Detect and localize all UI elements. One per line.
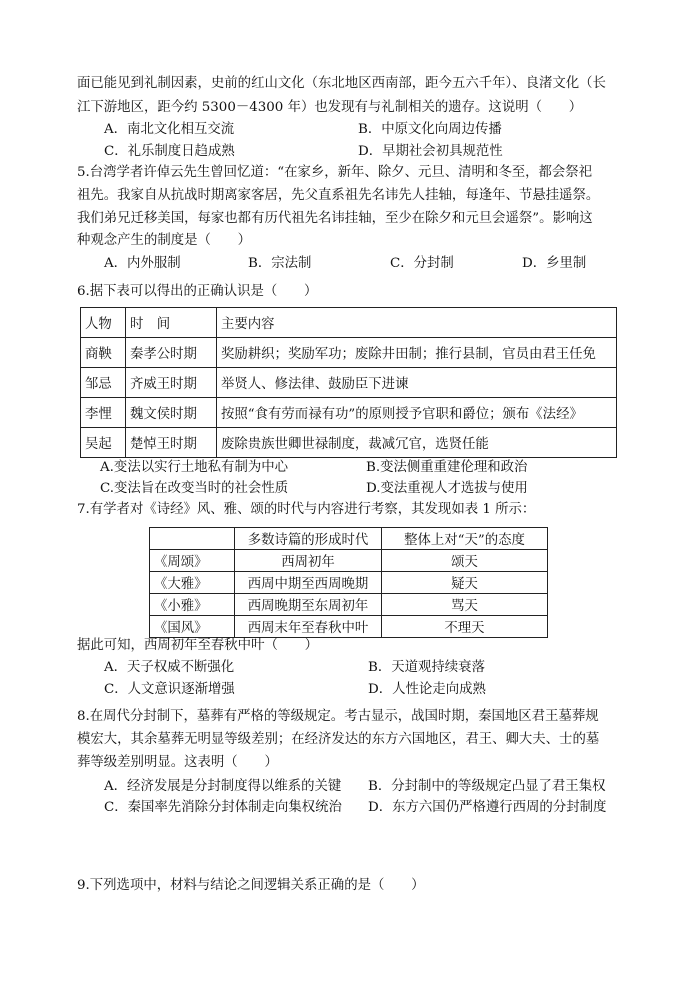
q8-text-line3: 葬等级差别明显。这表明（ ） [77, 755, 278, 770]
table-cell: 《小雅》 [150, 594, 235, 616]
table-cell: 西周中期至西周晚期 [235, 572, 382, 594]
q4-text-line1: 面已能见到礼制因素，史前的红山文化（东北地区西南部，距今五六千年）、良渚文化（长 [77, 76, 606, 91]
q7-option-d: D．人性论走向成熟 [368, 682, 486, 697]
q5-option-d: D．乡里制 [522, 256, 587, 271]
table-row [150, 594, 548, 616]
table-row [81, 398, 617, 428]
q4-option-a: A．南北文化相互交流 [104, 122, 235, 137]
table-cell: 《国风》 [150, 616, 235, 638]
table-header-cell: 整体上对“天”的态度 [382, 528, 548, 550]
q9-stem: 9.下列选项中，材料与结论之间逻辑关系正确的是（ ） [77, 878, 425, 893]
q8-option-d: D．东方六国仍严格遵行西周的分封制度 [368, 800, 607, 815]
table-cell: 不理天 [382, 616, 548, 638]
table-cell: 西周初年 [235, 550, 382, 572]
table-cell: 秦孝公时期 [126, 338, 217, 368]
table-header-cell: 多数诗篇的形成时代 [235, 528, 382, 550]
q5-option-c: C．分封制 [390, 256, 454, 271]
table-header-cell: 人物 [81, 308, 126, 338]
q8-option-a: A．经济发展是分封制度得以维系的关键 [104, 779, 342, 794]
q6-option-a: A.变法以实行土地私有制为中心 [100, 460, 289, 475]
table-cell: 举贤人、修法律、鼓励臣下进谏 [217, 368, 617, 398]
q4-option-b: B．中原文化向周边传播 [358, 122, 502, 137]
table-cell: 骂天 [382, 594, 548, 616]
q5-option-b: B．宗法制 [248, 256, 312, 271]
q4-option-d: D．早期社会初具规范性 [358, 144, 503, 159]
table-cell: 楚悼王时期 [126, 428, 217, 458]
table-cell: 西周晚期至东周初年 [235, 594, 382, 616]
q8-text-line2: 模宏大，其余墓葬无明显等级差别；在经济发达的东方六国地区，君王、卿大夫、士的墓 [77, 732, 600, 747]
q7-table [149, 527, 548, 638]
table-cell: 齐威王时期 [126, 368, 217, 398]
table-cell: 废除贵族世卿世禄制度，裁减冗官，选贤任能 [217, 428, 617, 458]
q4-option-c: C．礼乐制度日趋成熟 [104, 144, 235, 159]
table-header-cell: 主要内容 [217, 308, 617, 338]
table-row [150, 550, 548, 572]
q5-text-line3: 我们弟兄迁移美国，每家也都有历代祖先名讳挂轴，至少在除夕和元旦会遥祭”。影响这 [77, 211, 593, 226]
q6-table [80, 307, 617, 458]
q5-text-line4: 种观念产生的制度是（ ） [77, 233, 252, 248]
table-cell: 颂天 [382, 550, 548, 572]
q5-text-line1: 5.台湾学者许倬云先生曾回忆道：“在家乡，新年、除夕、元旦、清明和冬至，都会祭祀 [77, 165, 593, 180]
table-row [81, 428, 617, 458]
table-header-row [150, 528, 548, 550]
q7-question: 据此可知，西周初年至春秋中叶（ ） [77, 638, 319, 653]
table-cell: 邹忌 [81, 368, 126, 398]
table-row [81, 338, 617, 368]
table-header-row [81, 308, 617, 338]
table-cell: 西周末年至春秋中叶 [235, 616, 382, 638]
q6-stem: 6.据下表可以得出的正确认识是（ ） [77, 284, 318, 299]
q4-text-line2: 江下游地区，距今约 5300－4300 年）也发现有与礼制相关的遗存。这说明（ ） [77, 100, 583, 115]
q8-text-line1: 8.在周代分封制下，墓葬有严格的等级规定。考古显示，战国时期，秦国地区君王墓葬规 [77, 709, 599, 724]
q7-option-a: A．天子权威不断强化 [104, 660, 235, 675]
q7-option-c: C．人文意识逐渐增强 [104, 682, 235, 697]
q5-option-a: A．内外服制 [104, 256, 181, 271]
table-cell: 疑天 [382, 572, 548, 594]
table-cell: 商鞅 [81, 338, 126, 368]
table-cell: 魏文侯时期 [126, 398, 217, 428]
q5-text-line2: 祖先。我家自从抗战时期离家客居，先父直系祖先名讳先人挂轴，每逢年、节悬挂遥祭。 [77, 188, 600, 203]
table-cell: 《周颂》 [150, 550, 235, 572]
table-row [150, 572, 548, 594]
table-row [81, 368, 617, 398]
table-cell: 李悝 [81, 398, 126, 428]
table-header-cell: 时 间 [126, 308, 217, 338]
table-cell: 《大雅》 [150, 572, 235, 594]
table-cell: 按照“食有劳而禄有功”的原则授予官职和爵位；颁布《法经》 [217, 398, 617, 428]
table-row [150, 616, 548, 638]
table-cell: 奖励耕织；奖励军功；废除井田制；推行县制，官员由君王任免 [217, 338, 617, 368]
q7-option-b: B．天道观持续衰落 [368, 660, 485, 675]
q6-option-d: D.变法重视人才选拔与使用 [366, 481, 528, 496]
table-header-cell [150, 528, 235, 550]
q6-option-c: C.变法旨在改变当时的社会性质 [100, 481, 289, 496]
q7-stem: 7.有学者对《诗经》风、雅、颂的时代与内容进行考察，其发现如表 1 所示： [77, 502, 536, 517]
q8-option-b: B．分封制中的等级规定凸显了君王集权 [368, 779, 606, 794]
q6-option-b: B.变法侧重重建伦理和政治 [366, 460, 528, 475]
q8-option-c: C．秦国率先消除分封体制走向集权统治 [104, 800, 342, 815]
table-cell: 吴起 [81, 428, 126, 458]
